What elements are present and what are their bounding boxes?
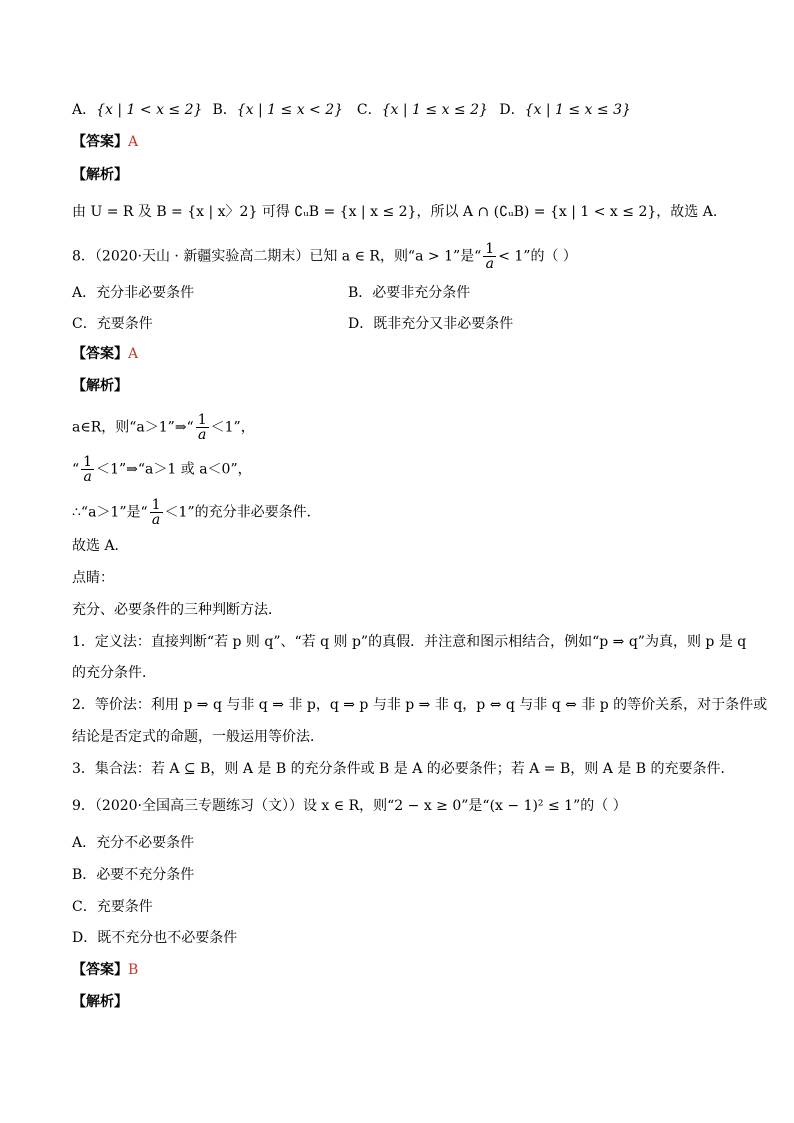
method1-line2: 的充分条件． [72,665,156,681]
q8-option-d: D．既非充分又非必要条件 [348,316,514,332]
method1-line1: 1．定义法：直接判断“若 p 则 q”、“若 q 则 p”的真假．并注意和图示相结合，例如“p ⇒ q”为真，则 p 是 q [72,634,747,650]
note-intro: 充分、必要条件的三种判断方法． [72,602,282,618]
q9-analysis-tag: 【解析】 [72,994,128,1010]
q9-stem: 9．（2020·全国高三专题练习（文））设 x ∈ R，则“2 − x ≥ 0”是“(x − 1)² ≤ 1”的（ ） [72,798,627,814]
method2-line1: 2．等价法：利用 p ⇒ q 与非 q ⇒ 非 p，q ⇒ p 与非 p ⇒ 非 q，p ⇔ q 与非 q ⇔ 非 p 的等价关系，对于条件或 [72,697,768,713]
q8-option-b: B．必要非充分条件 [348,285,471,301]
q7-option-c: C．{x | 1 ≤ x ≤ 2} [356,102,488,118]
q7-options-row [72,101,631,119]
q8-analysis-line3: ∴“a＞1”是“ $\frac{1}{a}$ ＜1”的充分非必要条件． [72,497,321,528]
q9-answer: 【答案】B [72,962,139,978]
q8-stem: 8．（2020·天山 · 新疆实验高二期末）已知 a ∈ R，则“a > 1”是“ $\frac{1}{a}$ < 1”的（ ） [72,241,577,272]
answer-value: A [128,134,139,150]
q8-answer: 【答案】A [72,346,139,362]
q9-option-b: B．必要不充分条件 [72,867,195,883]
q8-conclusion: 故选 A． [72,538,129,554]
q8-analysis-tag: 【解析】 [72,378,128,394]
answer-tag: 【答案】 [72,134,128,150]
q7-option-d: D．{x | 1 ≤ x ≤ 3} [499,102,631,118]
method3-line1: 3．集合法：若 A ⊆ B，则 A 是 B 的充分条件或 B 是 A 的必要条件；若 A = B，则 A 是 B 的充要条件． [72,761,735,777]
q7-answer [72,133,138,151]
q8-stem-fraction: $\frac{1}{a}$ [485,241,495,272]
note-title: 点睛： [72,570,114,586]
q9-option-a: A．充分不必要条件 [72,835,195,851]
q7-option-a: A．{x | 1 < x ≤ 2} [72,102,203,118]
q8-options-row2 [72,315,153,333]
q7-analysis-tag: 【解析】 [72,167,128,183]
q9-option-c: C．充要条件 [72,899,153,915]
q9-option-d: D．既不充分也不必要条件 [72,930,238,946]
q8-option-a: A．充分非必要条件 [72,285,195,301]
q7-analysis-text: 由 U = R 及 B = {x | x〉2} 可得 ∁ᵤB = {x | x ≤ 2}，所以 A ∩ (∁ᵤB) = {x | 1 < x ≤ 2}，故选 A. [72,204,718,220]
q7-option-b: B．{x | 1 ≤ x < 2} [212,102,344,118]
q8-analysis-line1: a∈R，则“a＞1”⇒“ $\frac{1}{a}$ ＜1”， [72,412,255,443]
q8-option-c: C．充要条件 [72,316,153,332]
q8-analysis-line2: “ $\frac{1}{a}$ ＜1”⇒“a＞1 或 a＜0”， [72,454,252,485]
q8-options-row1 [72,284,194,302]
method2-line2: 结论是否定式的命题，一般运用等价法． [72,729,324,745]
